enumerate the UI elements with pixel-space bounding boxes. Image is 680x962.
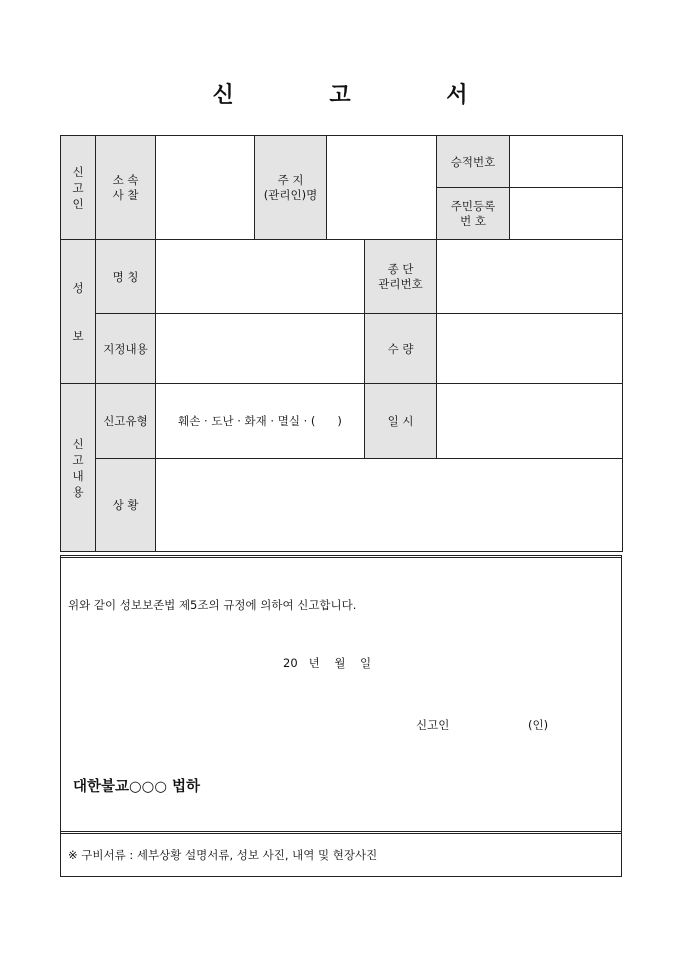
designation-field[interactable] — [156, 314, 365, 384]
mgmt-no-field[interactable] — [437, 240, 623, 314]
double-divider — [61, 555, 621, 558]
mgmt-no-label — [365, 240, 437, 314]
ordination-no-label-text: 승적번호 — [450, 154, 496, 169]
resident-no-label-text: 주민등록 번 호 — [450, 198, 496, 228]
note-section — [60, 831, 622, 877]
temple-label-text: 소 속 사 찰 — [112, 172, 139, 202]
declaration-section — [60, 555, 622, 832]
resident-no-label — [437, 188, 510, 240]
datetime-label — [365, 384, 437, 459]
resident-no-field[interactable] — [510, 188, 623, 240]
type-label — [96, 384, 156, 459]
name-label-text: 명 칭 — [112, 269, 139, 284]
type-label-text: 신고유형 — [103, 414, 148, 428]
relic-group-label: 성보 — [61, 240, 96, 384]
situation-label — [96, 459, 156, 552]
mgmt-no-label-text: 종 단 관리번호 — [378, 261, 423, 291]
form-title: 신 고 서 — [212, 82, 512, 108]
situation-label-text: 상 황 — [112, 498, 139, 512]
reporter-group-label: 신고인 — [61, 136, 96, 240]
abbot-field[interactable] — [327, 136, 437, 240]
type-options[interactable] — [156, 384, 365, 459]
seal-mark: (인) — [528, 718, 549, 732]
reporter-sign-label: 신고인 — [416, 718, 450, 732]
quantity-field[interactable] — [437, 314, 623, 384]
abbot-label — [255, 136, 327, 240]
declaration-statement: 위와 같이 성보보존법 제5조의 규정에 의하여 신고합니다. — [68, 598, 357, 612]
temple-label — [96, 136, 156, 240]
type-options-text: 훼손 · 도난 · 화재 · 멸실 · ( ) — [178, 414, 342, 428]
name-field[interactable] — [156, 240, 365, 314]
ordination-no-label — [437, 136, 510, 188]
designation-label — [96, 314, 156, 384]
name-label — [96, 240, 156, 314]
datetime-label-text: 일 시 — [387, 414, 414, 428]
double-divider — [61, 831, 621, 834]
situation-field[interactable] — [156, 459, 623, 552]
datetime-field[interactable] — [437, 384, 623, 459]
temple-field[interactable] — [156, 136, 255, 240]
report-form-table — [60, 135, 623, 552]
abbot-label-text: 주 지 (관리인)명 — [263, 172, 318, 202]
declaration-date: 20 년 월 일 — [283, 656, 372, 670]
report-group-label: 신고내용 — [61, 384, 96, 552]
required-documents-note: ※ 구비서류 : 세부상황 설명서류, 성보 사진, 내역 및 현장사진 — [68, 848, 378, 862]
quantity-label — [365, 314, 437, 384]
ordination-no-field[interactable] — [510, 136, 623, 188]
designation-label-text: 지정내용 — [103, 341, 148, 356]
addressee: 대한불교○○○ 법하 — [73, 779, 201, 795]
quantity-label-text: 수 량 — [387, 341, 414, 356]
